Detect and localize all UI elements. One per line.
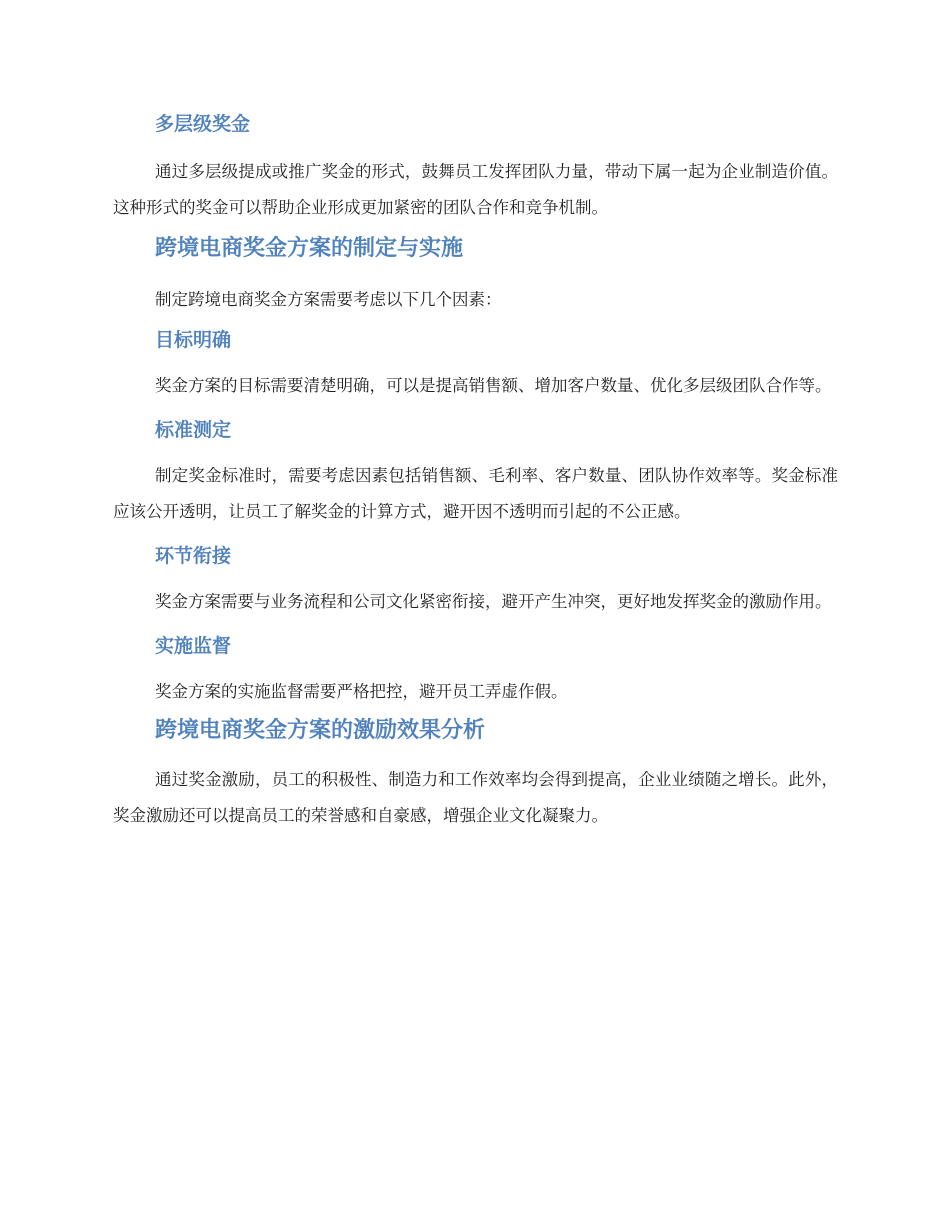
heading-supervision: 实施监督 bbox=[155, 635, 232, 657]
heading-process-link: 环节衔接 bbox=[155, 545, 232, 567]
paragraph-clear-goals: 奖金方案的目标需要清楚明确，可以是提高销售额、增加客户数量、优化多层级团队合作等。 bbox=[155, 376, 832, 395]
heading-plan-formulation: 跨境电商奖金方案的制定与实施 bbox=[155, 236, 464, 261]
heading-incentive-analysis: 跨境电商奖金方案的激励效果分析 bbox=[155, 718, 486, 743]
heading-multi-level-bonus: 多层级奖金 bbox=[155, 113, 251, 135]
paragraph-incentive-analysis: 通过奖金激励，员工的积极性、制造力和工作效率均会得到提高，企业业绩随之增长。此外，奖金激励还可以提高员工的荣誉感和自豪感，增强企业文化凝聚力。 bbox=[113, 770, 838, 825]
heading-clear-goals: 目标明确 bbox=[155, 329, 232, 351]
paragraph-process-link: 奖金方案需要与业务流程和公司文化紧密衔接，避开产生冲突，更好地发挥奖金的激励作用。 bbox=[155, 592, 832, 611]
paragraph-multi-level-bonus: 通过多层级提成或推广奖金的形式，鼓舞员工发挥团队力量，带动下属一起为企业制造价值。这种形式的奖金可以帮助企业形成更加紧密的团队合作和竞争机制。 bbox=[113, 162, 838, 217]
heading-standard-setting: 标准测定 bbox=[155, 419, 232, 441]
paragraph-plan-intro: 制定跨境电商奖金方案需要考虑以下几个因素： bbox=[155, 290, 502, 309]
paragraph-standard-setting: 制定奖金标准时，需要考虑因素包括销售额、毛利率、客户数量、团队协作效率等。奖金标准应该公开透明，让员工了解奖金的计算方式，避开因不透明而引起的不公正感。 bbox=[113, 466, 838, 521]
paragraph-supervision: 奖金方案的实施监督需要严格把控，避开员工弄虚作假。 bbox=[155, 682, 568, 701]
document-page bbox=[113, 100, 838, 834]
